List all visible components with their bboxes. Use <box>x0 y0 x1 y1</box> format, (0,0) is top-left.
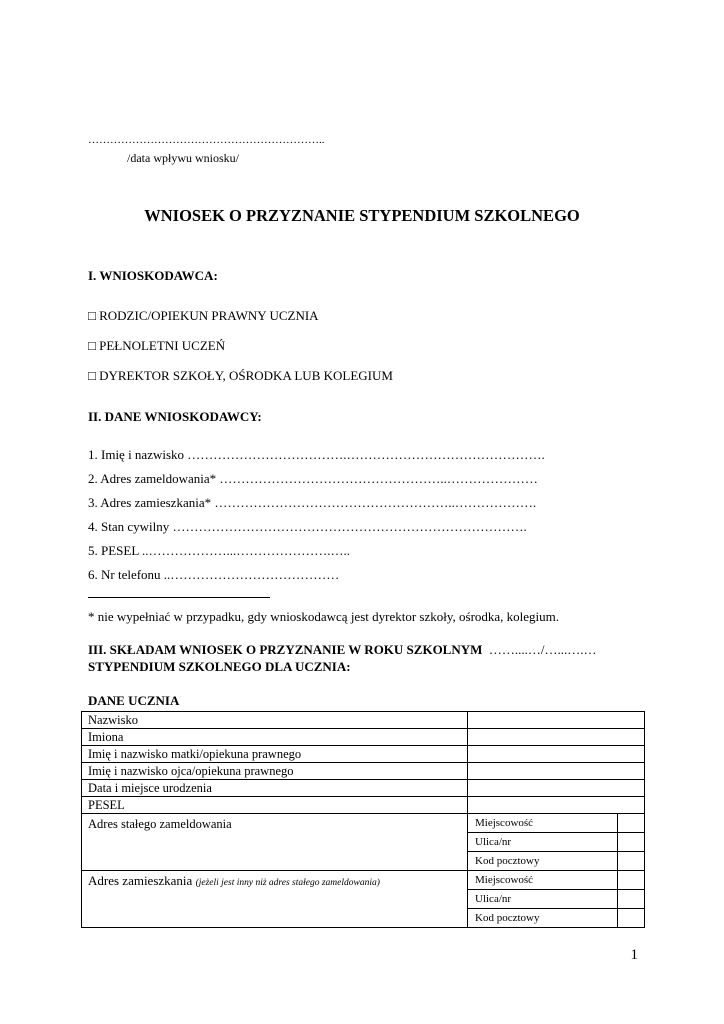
footnote: * nie wypełniać w przypadku, gdy wnioskodawcą jest dyrektor szkoły, ośrodka, kolegium. <box>88 609 560 624</box>
residence-address-label-cell <box>82 871 468 928</box>
row-label: Imię i nazwisko ojca/opiekuna prawnego <box>82 763 468 780</box>
field-marital-status[interactable]: 4. Stan cywilny ………………………………………………………………………. <box>88 519 527 534</box>
date-label: /data wpływu wniosku/ <box>127 151 239 165</box>
first-names-value-cell[interactable] <box>468 729 645 746</box>
table-row <box>82 746 645 763</box>
residence-city-value[interactable] <box>618 871 645 890</box>
table-row <box>82 797 645 814</box>
row-label: PESEL <box>82 797 468 814</box>
table-row <box>82 729 645 746</box>
student-data-heading: DANE UCZNIA <box>88 693 180 708</box>
section-3-line1: III. SKŁADAM WNIOSEK O PRZYZNANIE W ROKU SZKOLNYM <box>88 642 483 657</box>
permanent-address-label: Adres stałego zameldowania <box>82 814 468 871</box>
field-name[interactable]: 1. Imię i nazwisko ……………………………….………………………………………. <box>88 447 545 462</box>
residence-postcode-value[interactable] <box>618 909 645 928</box>
sub-label: Miejscowość <box>468 871 618 890</box>
student-data-table <box>81 711 645 928</box>
section-3-heading <box>88 641 597 675</box>
sub-label: Ulica/nr <box>468 890 618 909</box>
residence-street-value[interactable] <box>618 890 645 909</box>
sub-label: Ulica/nr <box>468 833 618 852</box>
table-row <box>82 712 645 729</box>
field-phone[interactable]: 6. Nr telefonu ..………………………………… <box>88 567 340 582</box>
table-row <box>82 814 645 833</box>
permanent-postcode-value[interactable] <box>618 852 645 871</box>
sub-label: Miejscowość <box>468 814 618 833</box>
section-1-heading: I. WNIOSKODAWCA: <box>88 268 218 283</box>
row-label: Nazwisko <box>82 712 468 729</box>
pesel-value-cell[interactable] <box>468 797 645 814</box>
father-value-cell[interactable] <box>468 763 645 780</box>
option-parent[interactable]: □ RODZIC/OPIEKUN PRAWNY UCZNIA <box>88 308 319 323</box>
row-label: Imiona <box>82 729 468 746</box>
sub-label: Kod pocztowy <box>468 852 618 871</box>
footnote-divider <box>88 597 270 598</box>
section-2-heading: II. DANE WNIOSKODAWCY: <box>88 409 262 424</box>
sub-label: Kod pocztowy <box>468 909 618 928</box>
section-3-line2: STYPENDIUM SZKOLNEGO DLA UCZNIA: <box>88 659 351 674</box>
row-label: Imię i nazwisko matki/opiekuna prawnego <box>82 746 468 763</box>
residence-address-label: Adres zamieszkania <box>88 873 193 888</box>
birth-value-cell[interactable] <box>468 780 645 797</box>
school-year-field[interactable]: ……....…/…...….… <box>488 642 597 657</box>
row-label: Data i miejsce urodzenia <box>82 780 468 797</box>
surname-value-cell[interactable] <box>468 712 645 729</box>
field-registered-address[interactable]: 2. Adres zameldowania* ……………………………………………..………………… <box>88 471 538 486</box>
field-pesel[interactable]: 5. PESEL ..………………...………………….….. <box>88 543 351 558</box>
permanent-city-value[interactable] <box>618 814 645 833</box>
table-row <box>82 780 645 797</box>
mother-value-cell[interactable] <box>468 746 645 763</box>
permanent-street-value[interactable] <box>618 833 645 852</box>
option-adult-student[interactable]: □ PEŁNOLETNI UCZEŃ <box>88 338 226 353</box>
option-school-director[interactable]: □ DYREKTOR SZKOŁY, OŚRODKA LUB KOLEGIUM <box>88 368 393 383</box>
date-dots: ……………………………………………………….. <box>88 134 325 146</box>
residence-address-note: (jeżeli jest inny niż adres stałego zameldowania) <box>195 878 380 888</box>
page-number: 1 <box>630 947 638 963</box>
table-row <box>82 871 645 890</box>
field-residence-address[interactable]: 3. Adres zamieszkania* ………………………………………………..………………. <box>88 495 537 510</box>
document-title: WNIOSEK O PRZYZNANIE STYPENDIUM SZKOLNEGO <box>144 206 580 225</box>
table-row <box>82 763 645 780</box>
